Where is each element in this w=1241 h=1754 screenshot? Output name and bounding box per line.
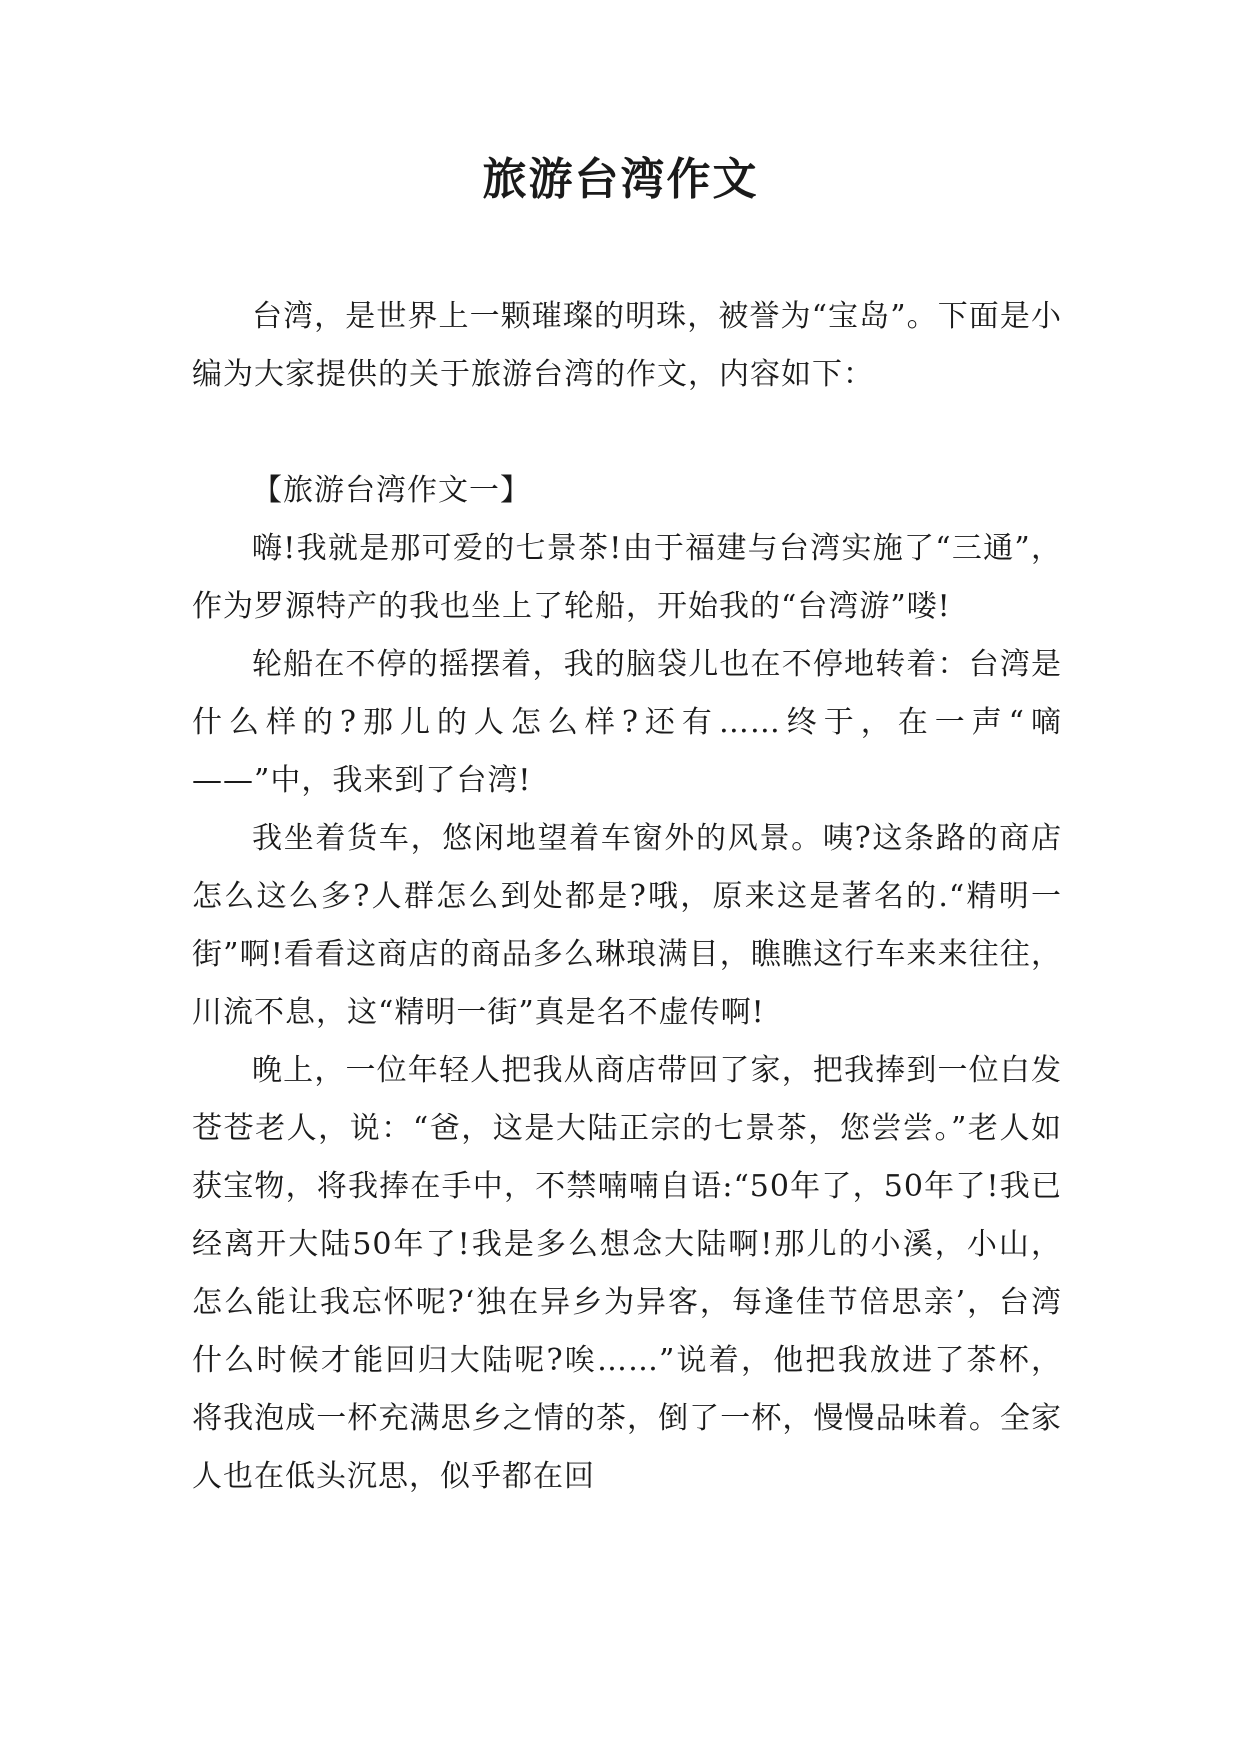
body-paragraph: 轮船在不停的摇摆着，我的脑袋儿也在不停地转着：台湾是什么样的?那儿的人怎么样?还有……终于，在一声“嘀——”中，我来到了台湾! xyxy=(192,647,1062,798)
body-paragraph: 晚上，一位年轻人把我从商店带回了家，把我捧到一位白发苍苍老人，说：“爸，这是大陆正宗的七景茶，您尝尝。”老人如获宝物，将我捧在手中，不禁喃喃自语:“50年了，50年了!我已经离开大陆50年了!我是多么想念大陆啊!那儿的小溪，小山，怎么能让我忘怀呢?‘独在异乡为异客，每逢佳节倍思亲’，台湾什么时候才能回归大陆呢?唉……”说着，他把我放进了茶杯，将我泡成一杯充满思乡之情的茶，倒了一杯，慢慢品味着。全家人也在低头沉思，似乎都在回 xyxy=(192,1053,1062,1494)
body-paragraph: 嗨!我就是那可爱的七景茶!由于福建与台湾实施了“三通”，作为罗源特产的我也坐上了轮船，开始我的“台湾游”喽! xyxy=(192,531,1062,624)
body-paragraph: 我坐着货车，悠闲地望着车窗外的风景。咦?这条路的商店怎么这么多?人群怎么到处都是?哦，原来这是著名的.“精明一街”啊!看看这商店的商品多么琳琅满目，瞧瞧这行车来来往往，川流不息，这“精明一街”真是名不虚传啊! xyxy=(192,821,1062,1030)
document-body xyxy=(192,288,1062,1506)
section-heading: 【旅游台湾作文一】 xyxy=(252,473,531,508)
document-title: 旅游台湾作文 xyxy=(482,154,759,205)
intro-paragraph: 台湾，是世界上一颗璀璨的明珠，被誉为“宝岛”。下面是小编为大家提供的关于旅游台湾的作文，内容如下： xyxy=(192,299,1062,392)
